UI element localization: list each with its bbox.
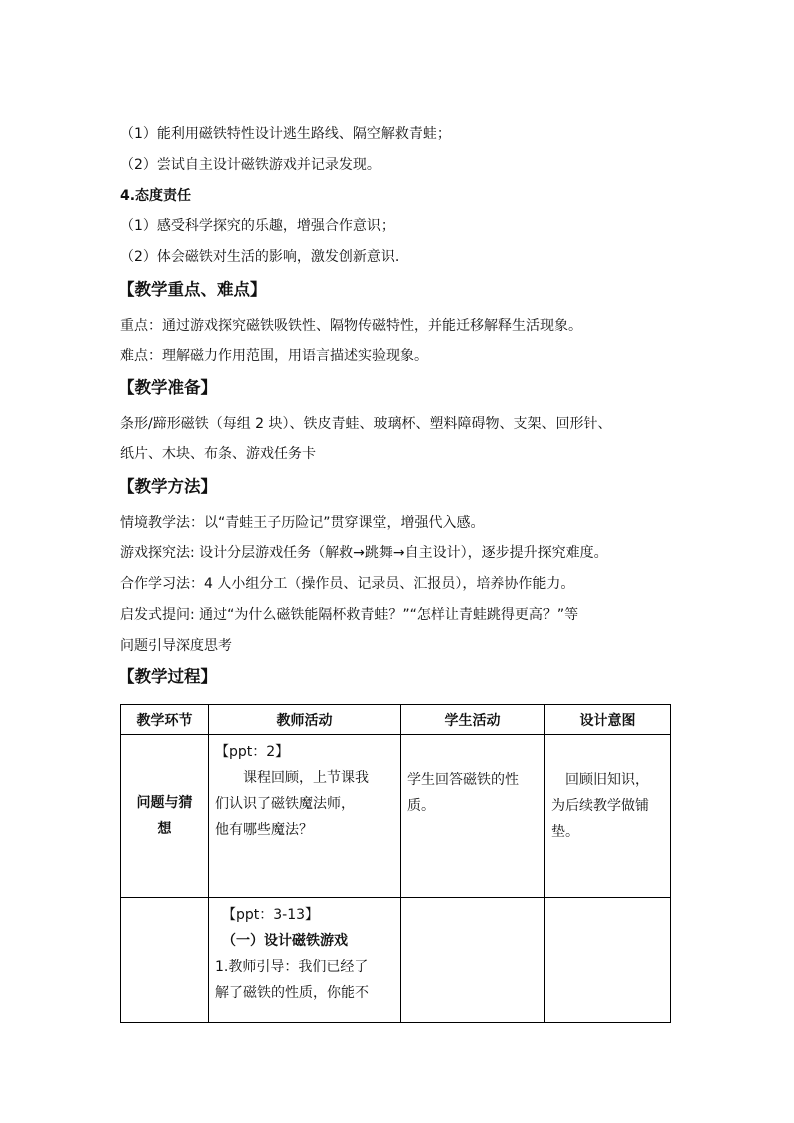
header-stage: 教学环节	[121, 705, 209, 735]
method-line-1: 情境教学法：以“青蛙王子历险记”贯穿课堂，增强代入感。	[120, 515, 485, 531]
ppt-ref: 【ppt：3-13】	[222, 907, 320, 923]
method-line-2: 游戏探究法: 设计分层游戏任务（解救→跳舞→自主设计），逐步提升探究难度。	[120, 545, 608, 561]
key-point-text: 重点：通过游戏探究磁铁吸铁性、隔物传磁特性，并能迁移解释生活现象。	[120, 318, 582, 334]
method-line-5: 问题引导深度思考	[120, 638, 232, 654]
teacher-cell	[209, 898, 401, 1023]
teacher-line: 课程回顾，上节课我	[243, 770, 369, 786]
teacher-cell	[209, 735, 401, 898]
key-points-heading: 【教学重点、难点】	[118, 280, 267, 299]
teacher-line: 1.教师引导：我们已经了	[215, 959, 369, 975]
teaching-process-table	[120, 704, 671, 1023]
preparation-line-1: 条形/蹄形磁铁（每组 2 块）、铁皮青蛙、玻璃杯、塑料障碍物、支架、回形针、	[120, 416, 612, 432]
student-line: 质。	[407, 798, 435, 814]
teacher-line: 他有哪些魔法？	[215, 822, 313, 838]
skill-item-2: （2）尝试自主设计磁铁游戏并记录发现。	[120, 157, 381, 173]
student-line: 学生回答磁铁的性	[407, 772, 519, 788]
intent-line: 回顾旧知识，	[565, 772, 649, 788]
intent-line: 为后续教学做铺	[551, 798, 649, 814]
intent-cell	[545, 735, 671, 898]
attitude-item-1: （1）感受科学探究的乐趣，增强合作意识；	[120, 218, 395, 234]
intent-line: 垫。	[551, 824, 579, 840]
attitude-item-2: （2）体会磁铁对生活的影响，激发创新意识.	[120, 249, 400, 265]
ppt-ref: 【ppt：2】	[215, 744, 290, 760]
stage-cell	[121, 735, 209, 898]
process-heading: 【教学过程】	[118, 667, 217, 686]
header-intent: 设计意图	[545, 705, 671, 735]
stage-line: 问题与猜	[136, 795, 193, 811]
stage-cell	[121, 898, 209, 1023]
method-line-3: 合作学习法：4 人小组分工（操作员、记录员、汇报员），培养协作能力。	[120, 576, 575, 592]
difficult-point-text: 难点：理解磁力作用范围，用语言描述实验现象。	[120, 348, 428, 364]
table-header-row	[121, 705, 671, 735]
header-student: 学生活动	[401, 705, 545, 735]
attitude-heading: 4.态度责任	[120, 188, 192, 204]
skill-item-1: （1）能利用磁铁特性设计逃生路线、隔空解救青蛙；	[120, 126, 451, 142]
student-cell	[401, 898, 545, 1023]
section-title: （一）设计磁铁游戏	[222, 933, 348, 949]
teacher-line: 们认识了磁铁魔法师，	[215, 796, 355, 812]
teacher-line: 解了磁铁的性质，你能不	[215, 985, 369, 1001]
table-row	[121, 898, 671, 1023]
intent-cell	[545, 898, 671, 1023]
methods-heading: 【教学方法】	[118, 477, 217, 496]
header-teacher: 教师活动	[209, 705, 401, 735]
method-line-4: 启发式提问: 通过“为什么磁铁能隔杯救青蛙？”“怎样让青蛙跳得更高？”等	[120, 607, 579, 623]
stage-line: 想	[157, 821, 172, 837]
preparation-heading: 【教学准备】	[118, 378, 217, 397]
preparation-line-2: 纸片、木块、布条、游戏任务卡	[120, 446, 316, 462]
table-row	[121, 735, 671, 898]
student-cell	[401, 735, 545, 898]
